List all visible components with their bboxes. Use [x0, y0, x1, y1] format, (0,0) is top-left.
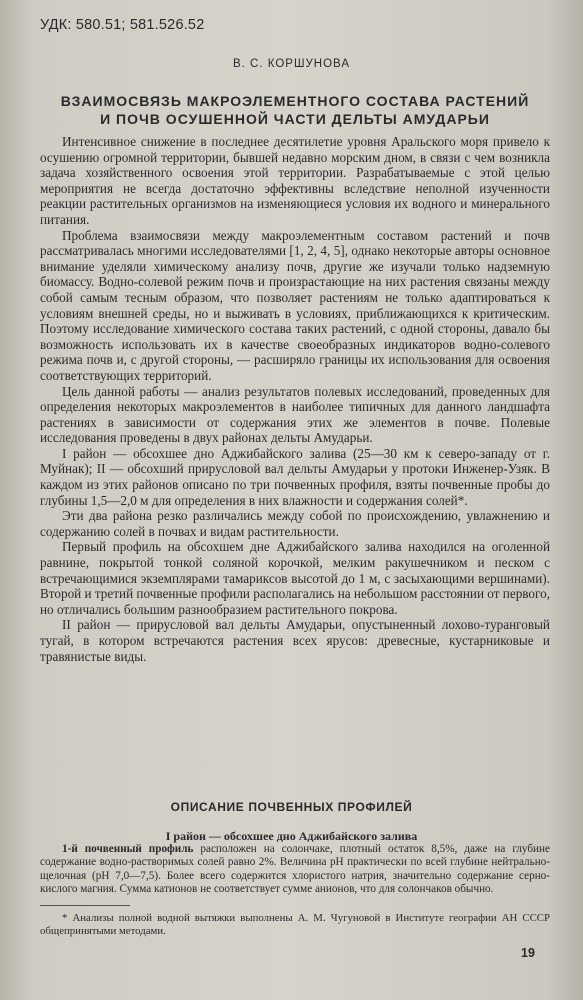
footnote-rule: [40, 905, 130, 906]
paragraph-4: I район — обсохшее дно Аджибайского залива (25—30 км к северо-западу от г. Муйнак); II — обсохший прирусловой вал дельты Амударьи у протоки Инженер-Узяк. В каждом из этих районов описано по три почвенных профиля, взяты почвенные пробы до глубины 1,5—2,0 м для определения в них влажности и содержания солей*.: [40, 445, 550, 508]
profile-text: расположен на солончаке, плотный остаток 8,5%, даже на глубине содержание водно-растворимых солей равно 2%. Величина pH практически по всей глубине нейтрально-щелочная (pH 7,0—7,5). Более всего содержится хлористого натрия, значительно содержание серно-кислого магния. Сумма катионов не соответствует сумме анионов, что для солончаков обычно.: [40, 843, 550, 896]
subsection-heading: I район — обсохшее дно Аджибайского залива: [165, 829, 418, 843]
article-body: [40, 134, 550, 664]
paragraph-1: Интенсивное снижение в последнее десятилетие уровня Аральского моря привело к осушению огромной территории, бывшей недавно морским дном, в связи с чем возникла задача хозяйственного освоения этой территории. Разрабатываемые с этой целью мероприятия не всегда достаточно эффективны вследствие неполной изученности реакции растительных организмов на изменяющиеся условия их водного и минерального питания.: [40, 134, 550, 227]
profile-lead: 1-й почвенный профиль: [62, 843, 194, 855]
profile-paragraph: [40, 843, 550, 897]
udk-code: УДК: 580.51; 581.526.52: [40, 17, 205, 33]
paragraph-6: Первый профиль на обсохшем дне Аджибайского залива находился на оголенной равнине, покрытой тонкой соляной корочкой, мелким ракушечником и песком с встречающимися экземплярами тамариксов высотой до 1 м, с засыхающими вершинами). Второй и третий почвенные профили располагались на небольшом расстоянии от первого, но отличались большим разнообразием растительного покрова.: [40, 539, 550, 617]
title-line-2: И ПОЧВ ОСУШЕННОЙ ЧАСТИ ДЕЛЬТЫ АМУДАРЬИ: [100, 111, 490, 127]
paragraph-3: Цель данной работы — анализ результатов полевых исследований, проведенных для определения некоторых макроэлементов в наиболее типичных для данного ландшафта растениях в зависимости от содержания этих же элементов в почве. Полевые исследования проведены в двух районах дельты Амударьи.: [40, 383, 550, 446]
page-number: 19: [521, 946, 535, 960]
footnote: [40, 912, 550, 938]
paragraph-2: Проблема взаимосвязи между макроэлементным составом растений и почв рассматривалась многими исследователями [1, 2, 4, 5], однако некоторые авторы основное внимание уделяли химическому анализу почв, другие же изучали только надземную биомассу. Водно-солевой режим почв и произрастающие на них растения связаны между собой самым тесным образом, что позволяет растениям не только адаптироваться к условиям внешней среды, но и выживать в условиях, приближающихся к критическим. Поэтому исследование химического состава таких растений, с одной стороны, давало бы возможность использовать их в качестве своеобразных индикаторов водно-солевого режима почв и, с другой стороны, — расширяло границы их использования для освоения соответствующих территорий.: [40, 227, 550, 383]
profile-description: [40, 843, 550, 897]
paragraph-7: II район — прирусловой вал дельты Амударьи, опустыненный лохово-туранговый тугай, в котором встречаются растения всех ярусов: древесные, кустарниковые и травянистые виды.: [40, 617, 550, 664]
footnote-text: * Анализы полной водной вытяжки выполнены А. М. Чугуновой в Институте географии АН СССР общепринятыми методами.: [40, 912, 550, 937]
section-heading: ОПИСАНИЕ ПОЧВЕННЫХ ПРОФИЛЕЙ: [170, 800, 413, 814]
title-line-1: ВЗАИМОСВЯЗЬ МАКРОЭЛЕМЕНТНОГО СОСТАВА РАСТЕНИЙ: [60, 93, 530, 109]
author-name: В. С. КОРШУНОВА: [233, 58, 350, 70]
paragraph-5: Эти два района резко различались между собой по происхождению, увлажнению и содержанию солей в почвах и видам растительности.: [40, 508, 550, 539]
article-title: [30, 92, 560, 128]
